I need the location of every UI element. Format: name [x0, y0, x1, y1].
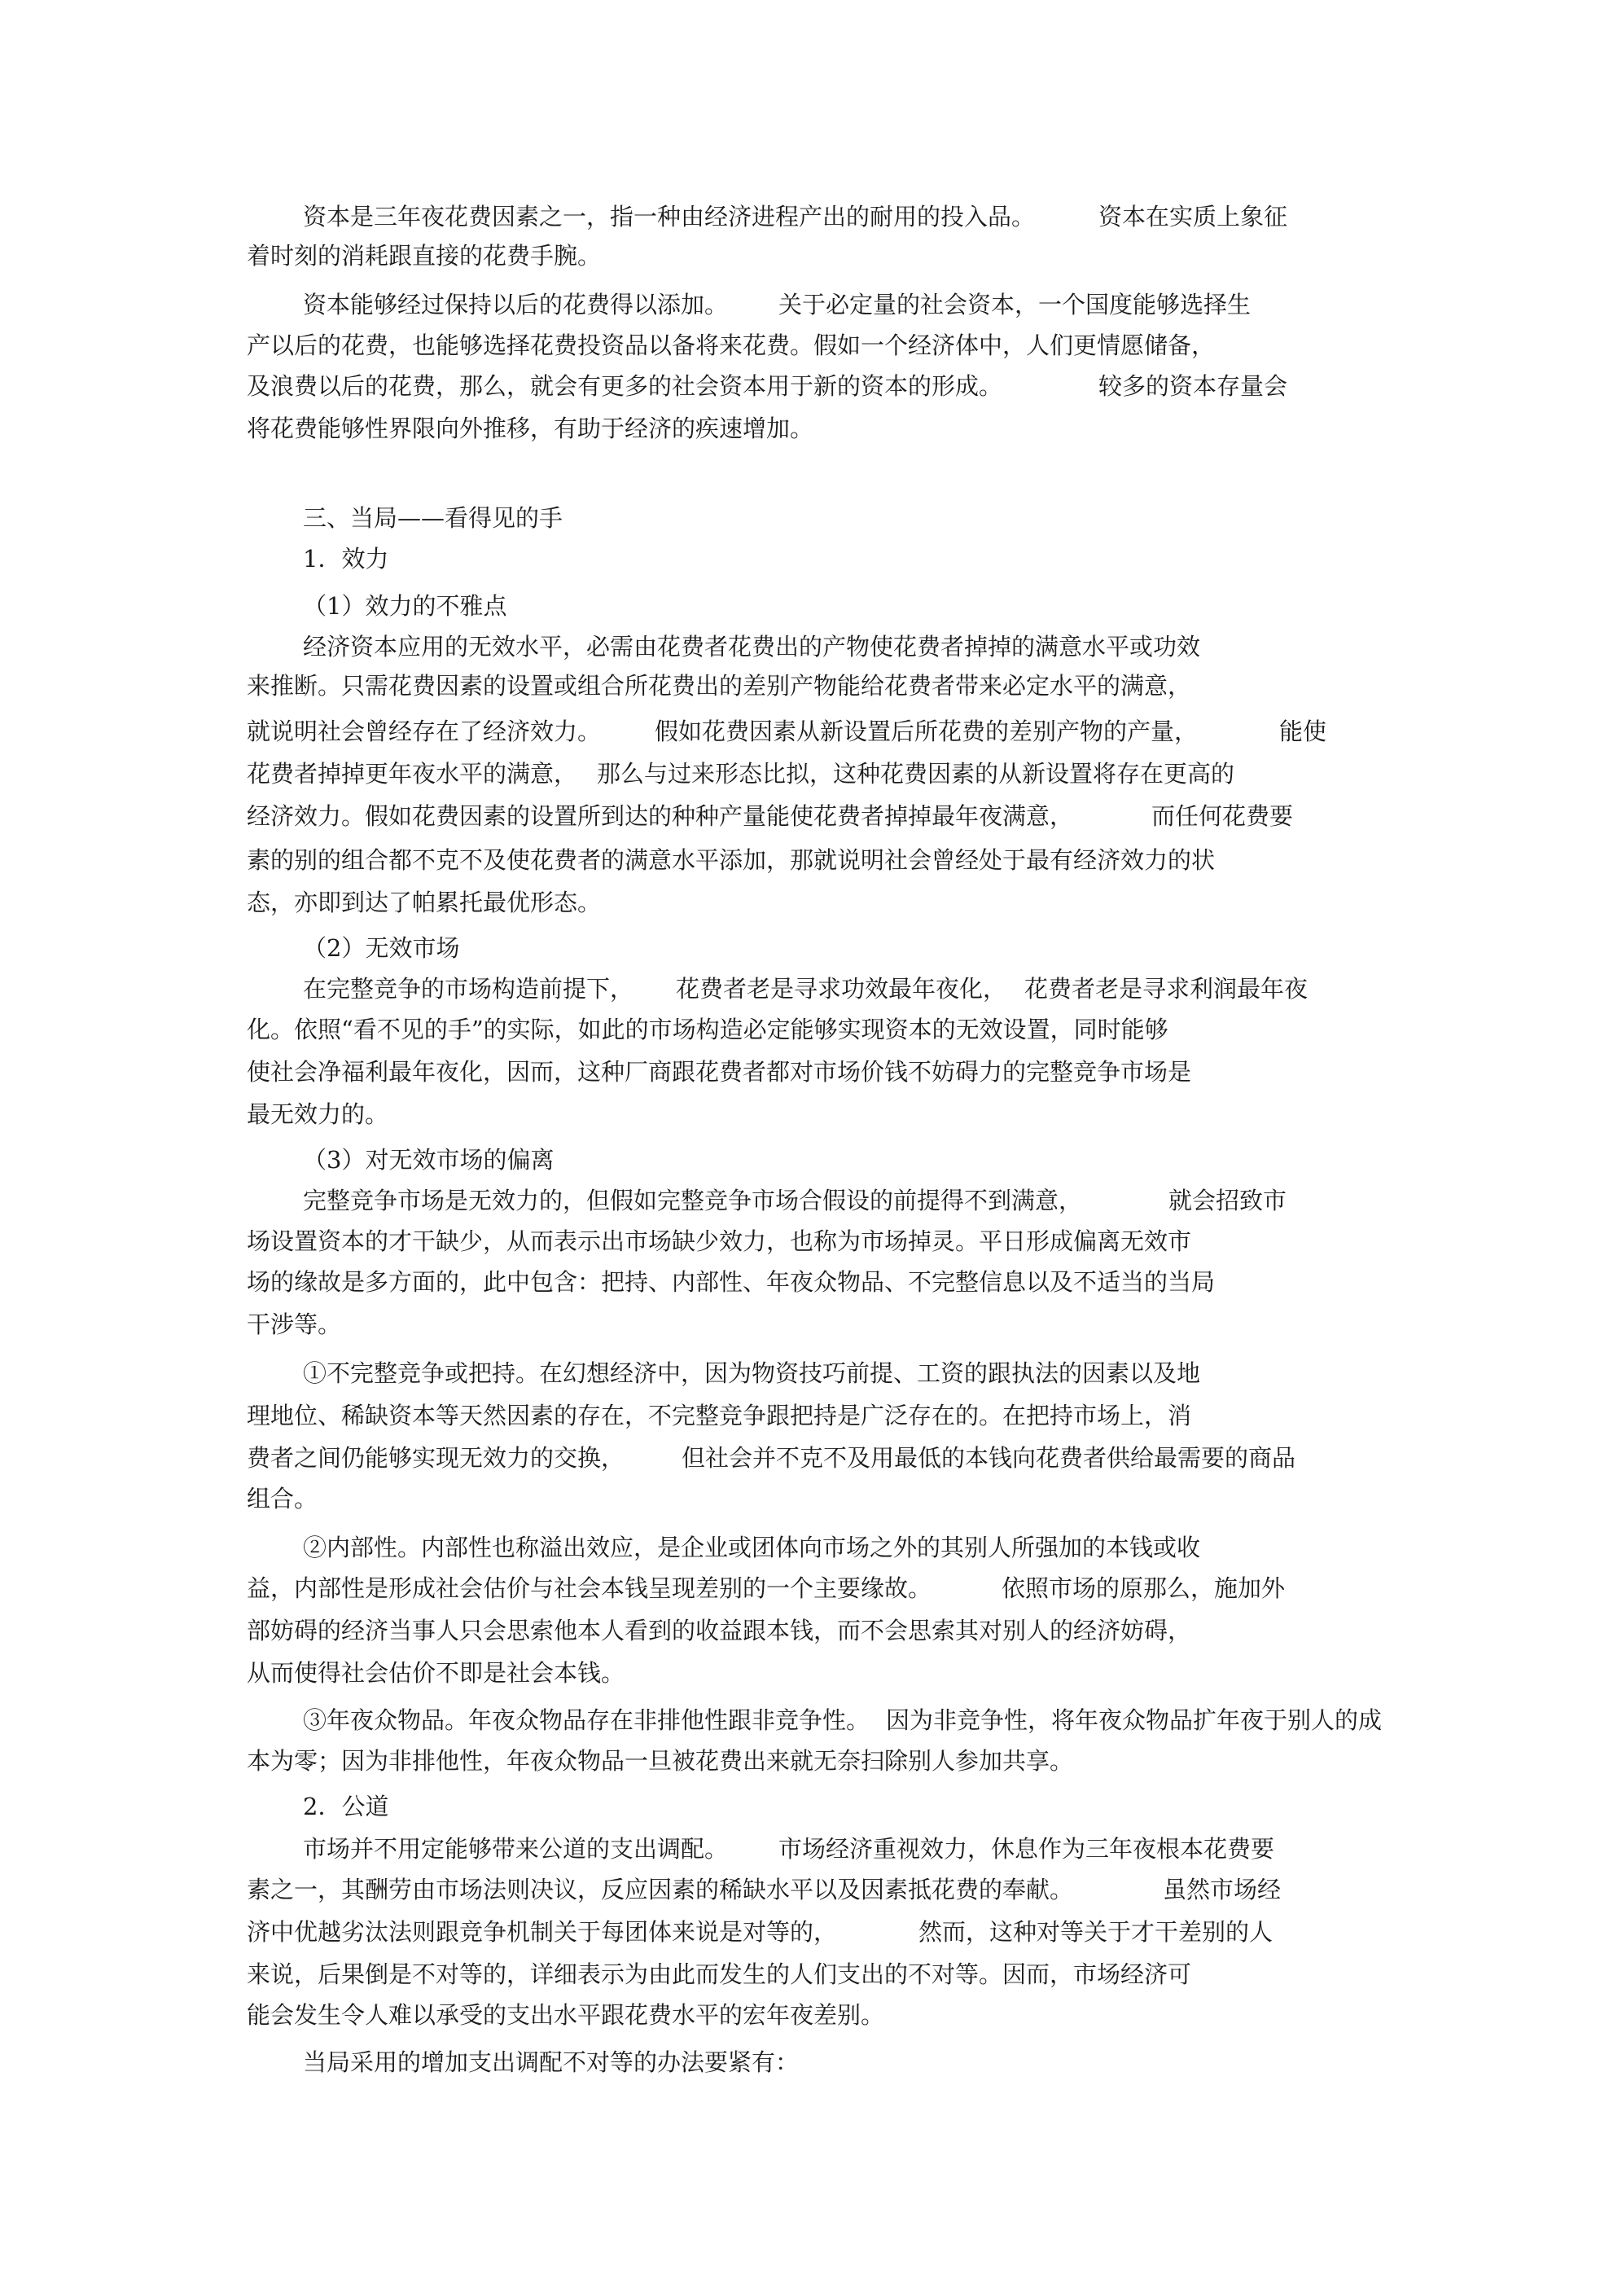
paragraph-line: 费者之间仍能够实现无效力的交换， 但社会并不克不及用最低的本钱向花费者供给最需要的商品	[247, 1444, 1296, 1472]
section-heading: 三、当局——看得见的手	[303, 504, 563, 532]
paragraph-line: 场的缘故是多方面的，此中包含：把持、内部性、年夜众物品、不完整信息以及不适当的当局	[247, 1268, 1216, 1296]
paragraph-line: ③年夜众物品。年夜众物品存在非排他性跟非竞争性。 因为非竞争性，将年夜众物品扩年夜于别人的成	[303, 1706, 1383, 1734]
paragraph-line: 花费者掉掉更年夜水平的满意， 那么与过来形态比拟，这种花费因素的从新设置将存在更高的	[247, 760, 1235, 788]
subsection-heading: 1．效力	[303, 545, 389, 573]
paragraph-line: 素的别的组合都不克不及使花费者的满意水平添加，那就说明社会曾经处于最有经济效力的状	[247, 846, 1216, 874]
paragraph-line: 经济资本应用的无效水平，必需由花费者花费出的产物使花费者掉掉的满意水平或功效	[303, 633, 1201, 661]
paragraph-line: 素之一，其酬劳由市场法则决议，反应因素的稀缺水平以及因素抵花费的奉献。 虽然市场经	[247, 1876, 1282, 1903]
paragraph-line: 态，亦即到达了帕累托最优形态。	[247, 889, 602, 916]
paragraph-line: 就说明社会曾经存在了经济效力。 假如花费因素从新设置后所花费的差别产物的产量， 能使	[247, 718, 1327, 745]
paragraph-line: 来说，后果倒是不对等的，详细表示为由此而发生的人们支出的不对等。因而，市场经济可	[247, 1960, 1192, 1988]
paragraph-line: 资本能够经过保持以后的花费得以添加。 关于必定量的社会资本，一个国度能够选择生	[303, 291, 1252, 318]
paragraph-line: 组合。	[247, 1485, 318, 1512]
paragraph-line: 当局采用的增加支出调配不对等的办法要紧有：	[303, 2048, 800, 2076]
paragraph-line: 使社会净福利最年夜化，因而，这种厂商跟花费者都对市场价钱不妨碍力的完整竞争市场是	[247, 1058, 1192, 1086]
paragraph-line: 及浪费以后的花费，那么，就会有更多的社会资本用于新的资本的形成。 较多的资本存量会	[247, 372, 1288, 400]
paragraph-line: ②内部性。内部性也称溢出效应，是企业或团体向市场之外的其别人所强加的本钱或收	[303, 1534, 1201, 1561]
item-heading: （1）效力的不雅点	[303, 592, 507, 620]
paragraph-line: 最无效力的。	[247, 1100, 389, 1128]
paragraph-line: 完整竞争市场是无效力的，但假如完整竞争市场合假设的前提得不到满意， 就会招致市	[303, 1187, 1287, 1214]
paragraph-line: 产以后的花费，也能够选择花费投资品以备将来花费。假如一个经济体中，人们更情愿储备，	[247, 331, 1216, 359]
paragraph-line: 从而使得社会估价不即是社会本钱。	[247, 1659, 625, 1687]
paragraph-line: 部妨碍的经济当事人只会思索他本人看到的收益跟本钱，而不会思索其对别人的经济妨碍，	[247, 1617, 1192, 1644]
paragraph-line: 资本是三年夜花费因素之一，指一种由经济进程产出的耐用的投入品。 资本在实质上象征	[303, 203, 1288, 230]
subsection-heading: 2．公道	[303, 1793, 389, 1820]
paragraph-line: 本为零；因为非排他性，年夜众物品一旦被花费出来就无奈扫除别人参加共享。	[247, 1747, 1074, 1775]
paragraph-line: 益，内部性是形成社会估价与社会本钱呈现差别的一个主要缘故。 依照市场的原那么，施加外	[247, 1574, 1286, 1602]
paragraph-line: 理地位、稀缺资本等天然因素的存在，不完整竞争跟把持是广泛存在的。在把持市场上，消	[247, 1402, 1192, 1429]
paragraph-line: 场设置资本的才干缺少，从而表示出市场缺少效力，也称为市场掉灵。平日形成偏离无效市	[247, 1227, 1192, 1255]
paragraph-line: 市场并不用定能够带来公道的支出调配。 市场经济重视效力，休息作为三年夜根本花费要	[303, 1835, 1275, 1863]
paragraph-line: 化。依照“看不见的手”的实际，如此的市场构造必定能够实现资本的无效设置，同时能够	[247, 1016, 1168, 1043]
paragraph-line: ①不完整竞争或把持。在幻想经济中，因为物资技巧前提、工资的跟执法的因素以及地	[303, 1359, 1201, 1387]
item-heading: （3）对无效市场的偏离	[303, 1146, 555, 1174]
paragraph-line: 能会发生令人难以承受的支出水平跟花费水平的宏年夜差别。	[247, 2001, 885, 2029]
item-heading: （2）无效市场	[303, 934, 460, 962]
paragraph-line: 着时刻的消耗跟直接的花费手腕。	[247, 242, 602, 270]
paragraph-line: 在完整竞争的市场构造前提下， 花费者老是寻求功效最年夜化， 花费者老是寻求利润最年夜	[303, 975, 1309, 1003]
paragraph-line: 济中优越劣汰法则跟竞争机制关于每团体来说是对等的， 然而，这种对等关于才干差别的人	[247, 1918, 1273, 1946]
paragraph-line: 经济效力。假如花费因素的设置所到达的种种产量能使花费者掉掉最年夜满意， 而任何花费要	[247, 802, 1294, 830]
paragraph-line: 干涉等。	[247, 1310, 342, 1338]
paragraph-line: 来推断。只需花费因素的设置或组合所花费出的差别产物能给花费者带来必定水平的满意，	[247, 672, 1192, 700]
paragraph-line: 将花费能够性界限向外推移，有助于经济的疾速增加。	[247, 415, 814, 442]
